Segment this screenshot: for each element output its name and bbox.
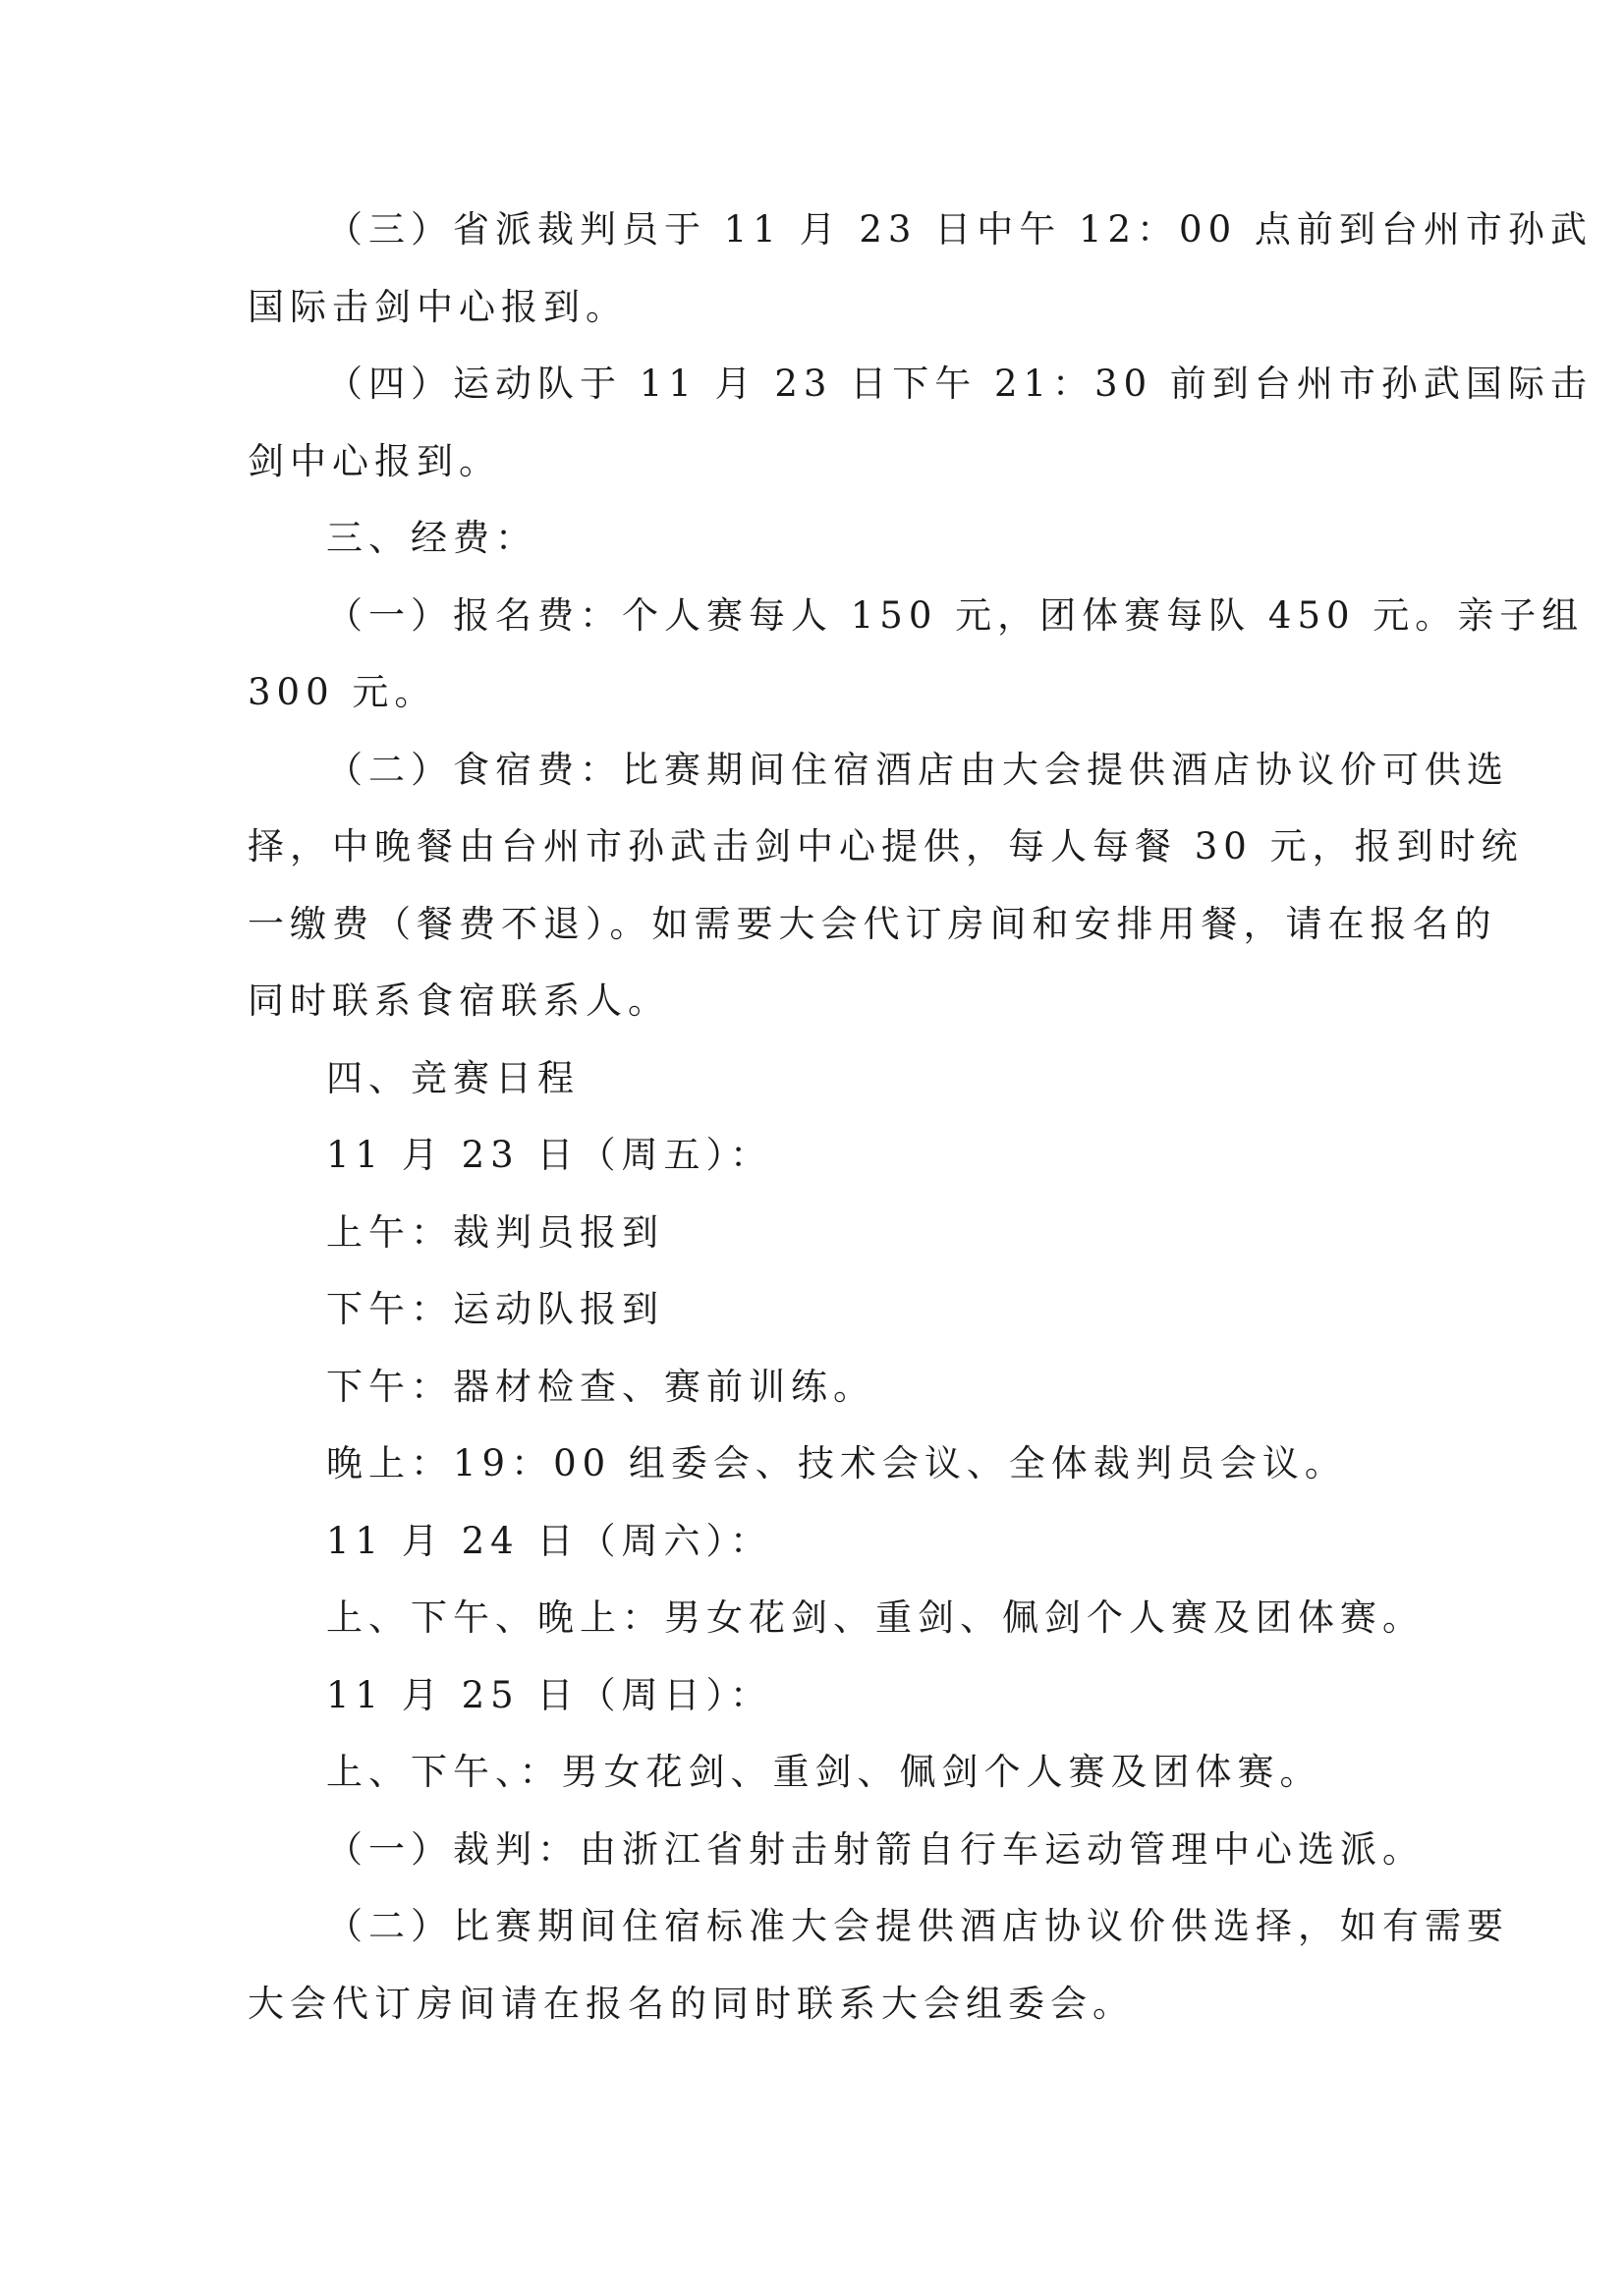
text-line: 300 元。 <box>248 671 437 713</box>
schedule-date: 11 月 25 日（周日）： <box>326 1673 772 1716</box>
text-line: 剑中心报到。 <box>248 439 501 482</box>
text-line: （二）比赛期间住宿标准大会提供酒店协议价供选择，如有需要 <box>326 1905 1509 1947</box>
text-line: 国际击剑中心报到。 <box>248 285 628 328</box>
document-body <box>248 192 1593 2043</box>
text-line: 大会代订房间请在报名的同时联系大会组委会。 <box>248 1982 1135 2025</box>
section-heading: 四、竞赛日程 <box>326 1056 580 1099</box>
schedule-item: 下午：运动队报到 <box>326 1288 664 1330</box>
schedule-item: 上、下午、：男女花剑、重剑、佩剑个人赛及团体赛。 <box>326 1751 1322 1793</box>
schedule-date: 11 月 24 日（周六）： <box>326 1519 772 1562</box>
section-heading: 三、经费： <box>326 517 537 559</box>
text-line: 一缴费（餐费不退）。如需要大会代订房间和安排用餐，请在报名的 <box>248 902 1497 945</box>
text-line: 择，中晚餐由台州市孙武击剑中心提供，每人每餐 30 元，报到时统 <box>248 825 1524 868</box>
text-line: （一）裁判：由浙江省射击射箭自行车运动管理中心选派。 <box>326 1827 1425 1871</box>
schedule-item: 下午：器材检查、赛前训练。 <box>326 1365 875 1408</box>
text-line: （一）报名费：个人赛每人 150 元，团体赛每队 450 元。亲子组 <box>326 593 1585 637</box>
text-line: （二）食宿费：比赛期间住宿酒店由大会提供酒店协议价可供选 <box>326 748 1509 791</box>
schedule-item: 上、下午、晚上：男女花剑、重剑、佩剑个人赛及团体赛。 <box>326 1596 1425 1639</box>
text-line: （三）省派裁判员于 11 月 23 日中午 12：00 点前到台州市孙武 <box>326 208 1593 251</box>
schedule-item: 晚上：19：00 组委会、技术会议、全体裁判员会议。 <box>326 1442 1347 1484</box>
text-line: （四）运动队于 11 月 23 日下午 21：30 前到台州市孙武国际击 <box>326 363 1593 405</box>
schedule-item: 上午：裁判员报到 <box>326 1210 664 1254</box>
text-line: 同时联系食宿联系人。 <box>248 980 670 1022</box>
schedule-date: 11 月 23 日（周五）： <box>326 1134 772 1176</box>
